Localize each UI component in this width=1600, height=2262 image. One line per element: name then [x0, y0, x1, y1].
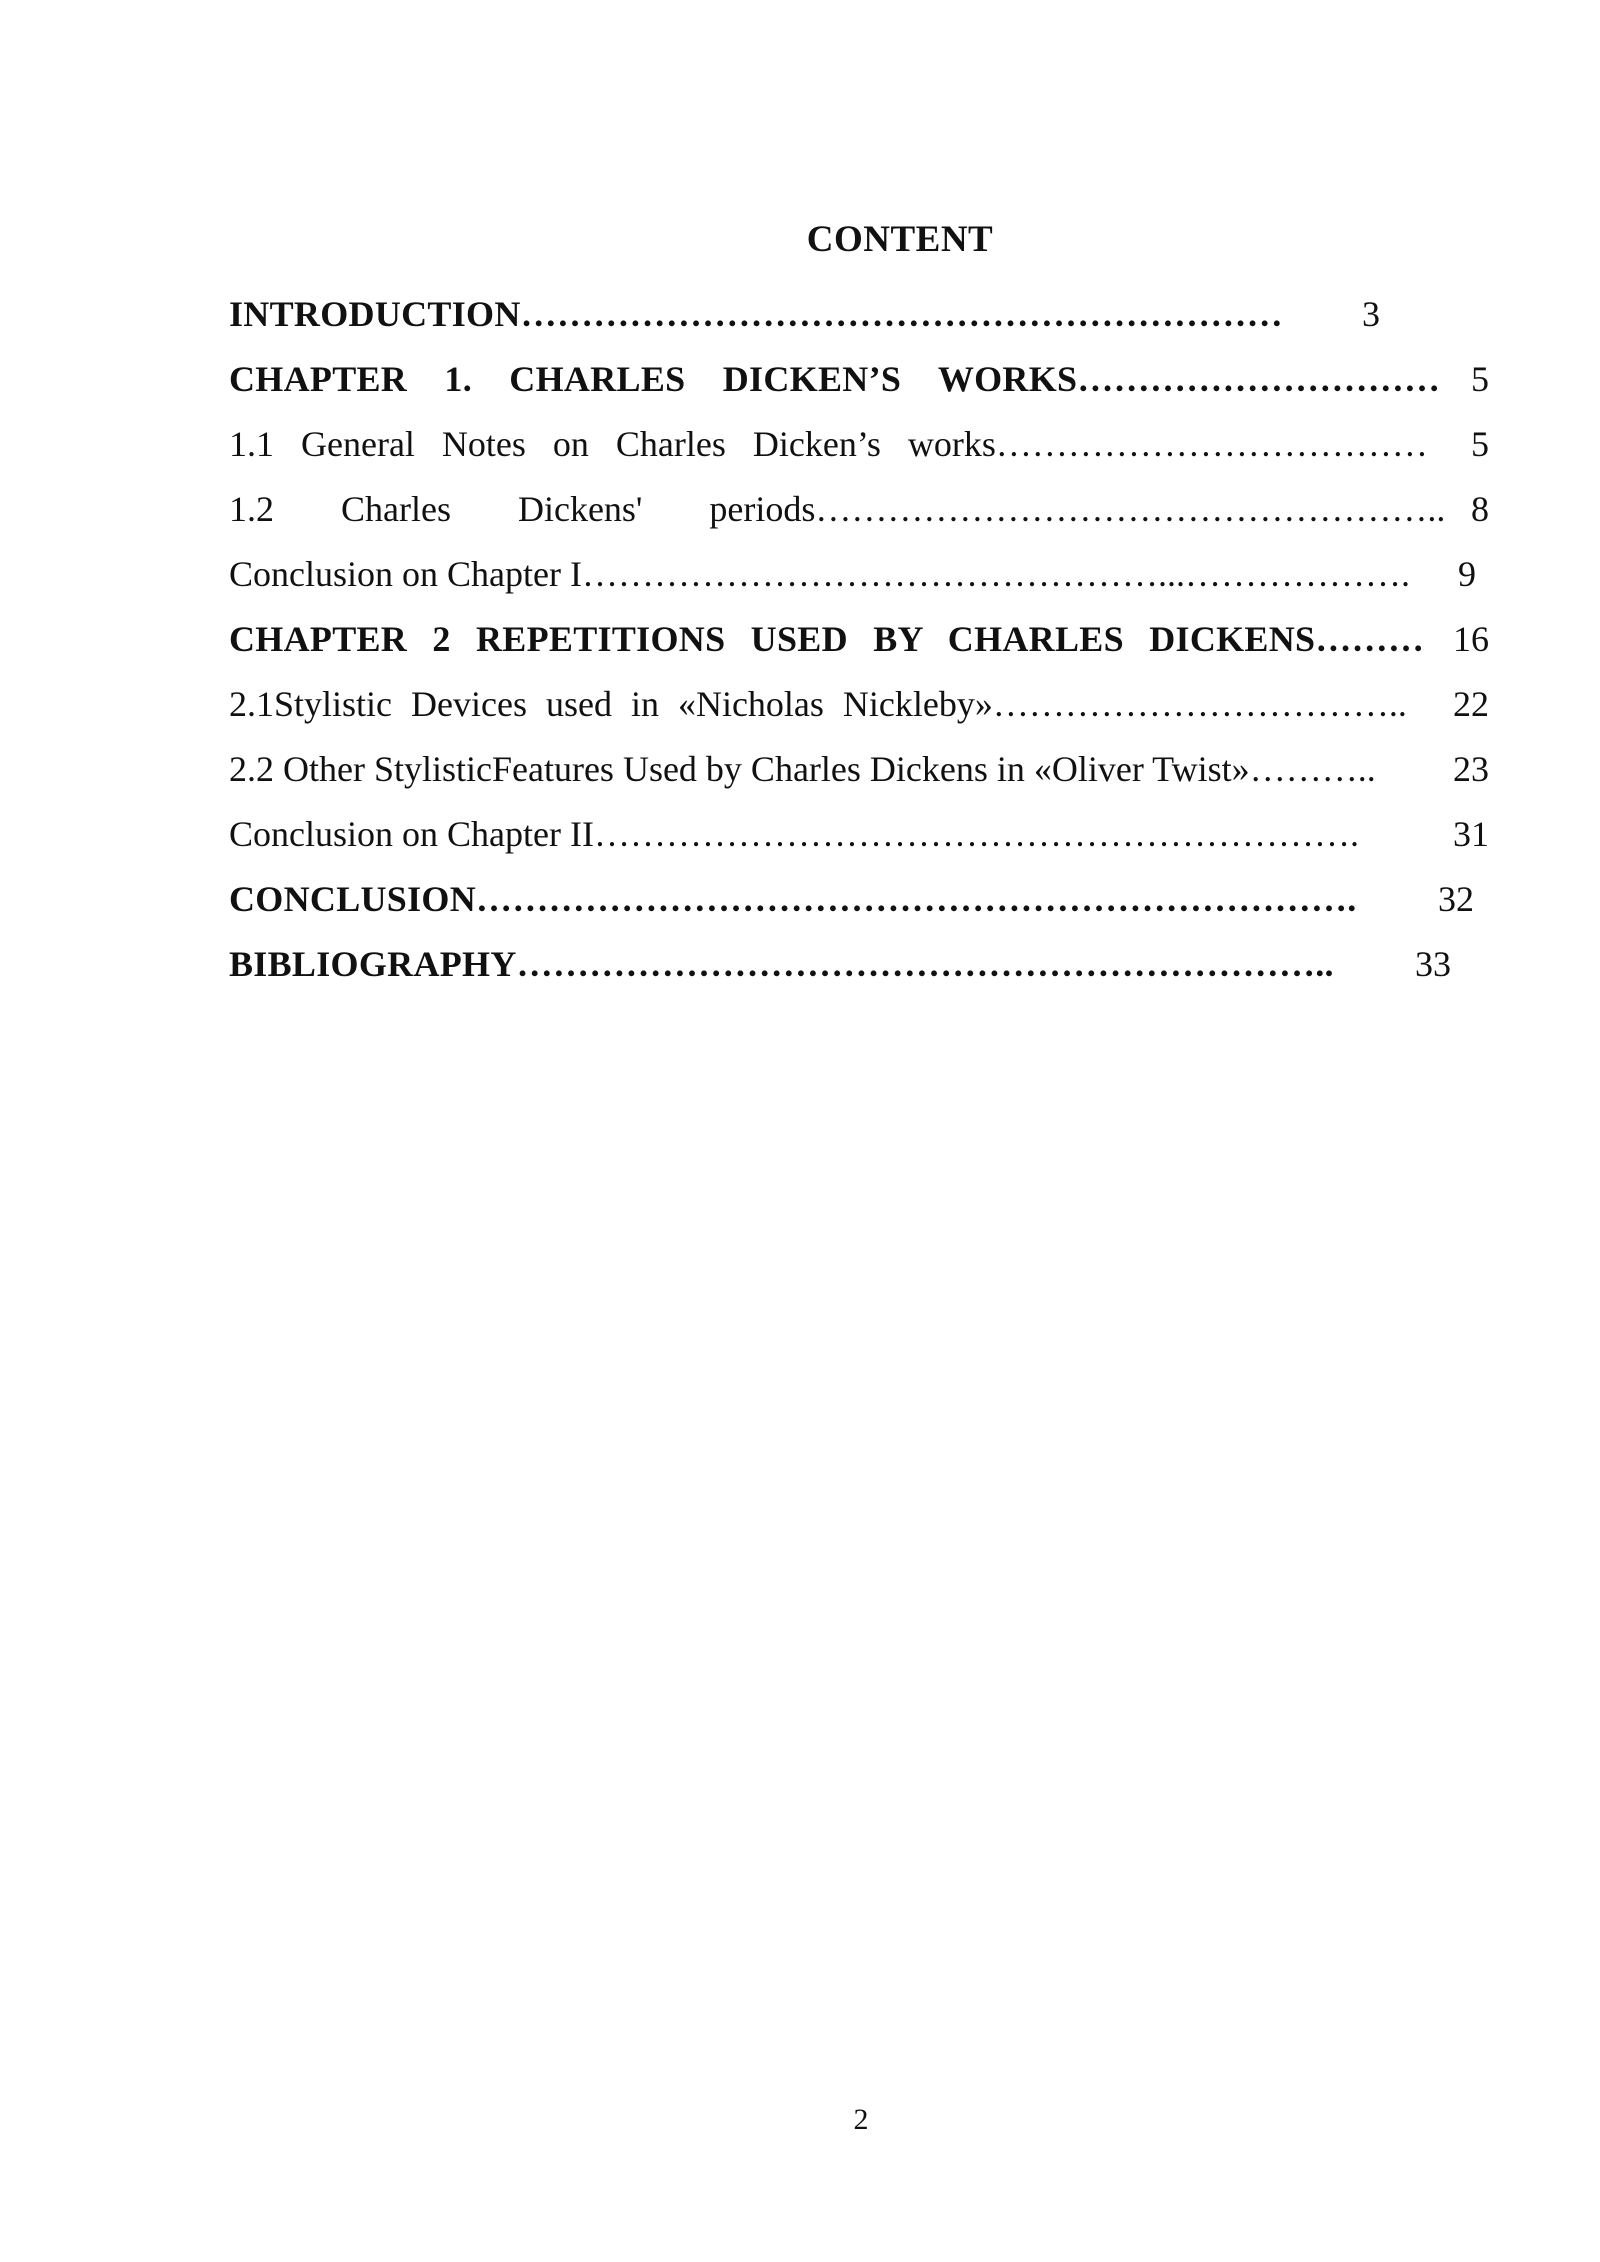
toc-entry-label: INTRODUCTION……………………………………………………… [229, 293, 1283, 334]
toc-entry-page: 3 [1362, 293, 1380, 334]
toc-entry-conclusion[interactable] [229, 866, 1474, 931]
toc-entry-page: 22 [1453, 683, 1489, 724]
toc-entry-label: 2.2 Other StylisticFeatures Used by Charles Dickens in «Oliver Twist»……….. [229, 748, 1376, 789]
toc-entry-label: CHAPTER 2 REPETITIONS USED BY CHARLES DICKENS……… [229, 618, 1425, 659]
toc-entry-conclusion-chapter-2[interactable] [229, 801, 1489, 866]
toc-entry-page: 33 [1415, 943, 1451, 984]
toc-entry-label: CONCLUSION………………………………………………………………. [229, 878, 1357, 919]
toc-entry-bibliography[interactable] [229, 931, 1451, 996]
toc-entry-label: CHAPTER 1. CHARLES DICKEN’S WORKS………………………… [229, 358, 1441, 399]
toc-entry-page: 32 [1438, 878, 1474, 919]
toc-entry-label: 2.1Stylistic Devices used in «Nicholas Nickleby»…………………………….. [229, 683, 1407, 724]
table-of-contents [229, 281, 1489, 996]
toc-entry-chapter-1[interactable] [229, 346, 1489, 411]
toc-entry-label: 1.1 General Notes on Charles Dicken’s works……………………………… [229, 423, 1428, 464]
page-number: 2 [853, 2103, 869, 2136]
toc-entry-label: Conclusion on Chapter II………………………………………………………. [229, 813, 1359, 854]
toc-entry-chapter-2[interactable] [229, 606, 1489, 671]
toc-entry-page: 9 [1458, 553, 1476, 594]
toc-entry-section-1-1[interactable] [229, 411, 1489, 476]
toc-entry-conclusion-chapter-1[interactable] [229, 541, 1476, 606]
toc-entry-introduction[interactable] [229, 281, 1380, 346]
toc-entry-section-1-2[interactable] [229, 476, 1489, 541]
toc-entry-page: 8 [1471, 488, 1489, 529]
toc-entry-page: 23 [1453, 748, 1489, 789]
toc-entry-label: BIBLIOGRAPHY………………………………………………………….. [229, 943, 1334, 984]
toc-entry-page: 16 [1453, 618, 1489, 659]
toc-entry-label: 1.2 Charles Dickens' periods…………………………………………….. [229, 488, 1446, 529]
toc-entry-page: 5 [1471, 358, 1489, 399]
toc-entry-section-2-2[interactable] [229, 736, 1489, 801]
toc-entry-page: 5 [1471, 423, 1489, 464]
toc-entry-section-2-1[interactable] [229, 671, 1489, 736]
toc-entry-page: 31 [1453, 813, 1489, 854]
page-title: CONTENT [806, 219, 994, 260]
toc-entry-label: Conclusion on Chapter I…………………………………………...………………. [229, 553, 1410, 594]
